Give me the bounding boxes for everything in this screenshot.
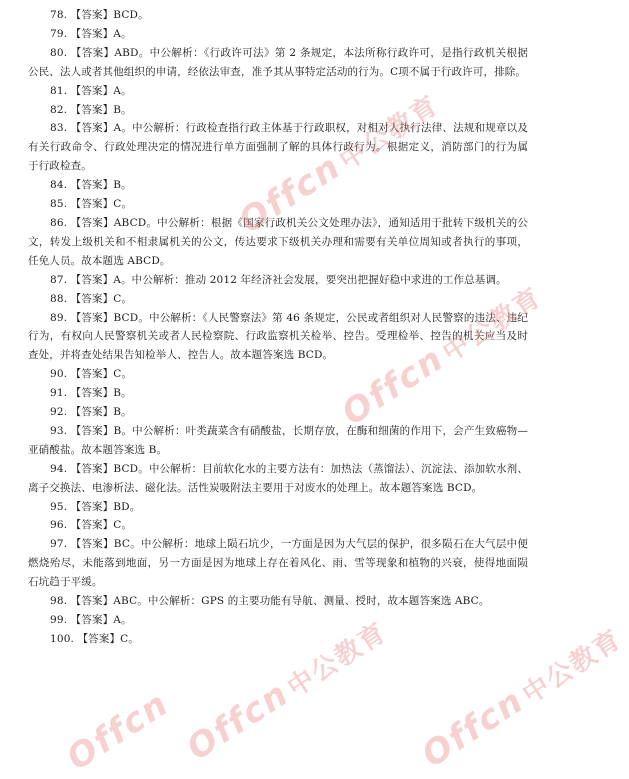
- watermark-logo: Offcn: [60, 683, 177, 779]
- answer-91: 91. 【答案】B。: [50, 387, 132, 400]
- answer-81: 81. 【答案】A。: [50, 84, 132, 97]
- answer-list: [28, 6, 528, 649]
- answer-95: 95. 【答案】BD。: [50, 500, 141, 513]
- answer-82: 82. 【答案】B。: [50, 103, 132, 116]
- answer-87: 87. 【答案】A。中公解析：推动 2012 年经济社会发展，要突出把握好稳中求进的工作总基调。: [50, 273, 507, 286]
- answer-84: 84. 【答案】B。: [50, 179, 132, 192]
- watermark-logo: Offcn中公教育: [232, 90, 445, 242]
- answer-83: 83. 【答案】A。中公解析：行政检查指行政主体基于行政职权，对相对人执行法律、法规和规章以及有关行政命令、行政处理决定的情况进行单方面强制了解的具体行政行为。根据定义，消防部门的行为属于行政检查。: [28, 122, 528, 173]
- answer-97: 97. 【答案】BC。中公解析：地球上陨石坑少，一方面是因为大气层的保护，很多陨石在大气层中便燃烧殆尽，未能落到地面，另一方面是因为地球上存在着风化、雨、雪等现象和植物的兴衰，使得地面陨石坑趋于平缓。: [28, 538, 528, 589]
- watermark-logo: Offcn中公教育: [180, 617, 393, 769]
- answer-89: 89. 【答案】BCD。中公解析：《人民警察法》第 46 条规定，公民或者组织对人民警察的违法、违纪行为，有权向人民警察机关或者人民检察院、行政监察机关检举、控告。受理检举、控告的机关应当及时查处，并将查处结果告知检举人、控告人。故本题答案选 BCD。: [28, 311, 528, 362]
- answer-80: 80. 【答案】ABD。中公解析：《行政许可法》第 2 条规定，本法所称行政许可，是指行政机关根据公民、法人或者其他组织的申请，经依法审查，准予其从事特定活动的行为。C项不属于行政许可，排除。: [28, 46, 528, 78]
- answer-86: 86. 【答案】ABCD。中公解析：根据《国家行政机关公文处理办法》，通知适用于批转下级机关的公文，转发上级机关和不相隶属机关的公文，传达要求下级机关办理和需要有关单位周知或者执行的事项，任免人员。故本题选 ABCD。: [28, 216, 528, 267]
- answer-90: 90. 【答案】C。: [50, 368, 133, 381]
- answer-78: 78. 【答案】BCD。: [50, 9, 149, 21]
- answer-99: 99. 【答案】A。: [50, 614, 132, 626]
- watermark-logo: Offcn中公教育: [335, 282, 548, 434]
- answer-96: 96. 【答案】C。: [50, 519, 133, 532]
- answer-85: 85. 【答案】C。: [50, 198, 133, 211]
- answer-94: 94. 【答案】BCD。中公解析：目前软化水的主要方法有：加热法（蒸馏法）、沉淀法、添加软水剂、离子交换法、电渗析法、磁化法。活性炭吸附法主要用于对废水的处理上。故本题答案选 BCD。: [28, 462, 528, 494]
- answer-79: 79. 【答案】A。: [50, 27, 132, 40]
- answer-93: 93. 【答案】B。中公解析：叶类蔬菜含有硝酸盐，长期存放，在酶和细菌的作用下，会产生致癌物—亚硝酸盐。故本题答案选 B。: [28, 424, 528, 456]
- answer-88: 88. 【答案】C。: [50, 292, 133, 305]
- answer-98: 98. 【答案】ABC。中公解析：GPS 的主要功能有导航、测量、授时，故本题答案选 ABC。: [50, 595, 490, 608]
- answer-100: 100. 【答案】C。: [50, 632, 139, 645]
- answer-92: 92. 【答案】B。: [50, 406, 132, 419]
- watermark-logo: Offcn中公教育: [415, 624, 628, 776]
